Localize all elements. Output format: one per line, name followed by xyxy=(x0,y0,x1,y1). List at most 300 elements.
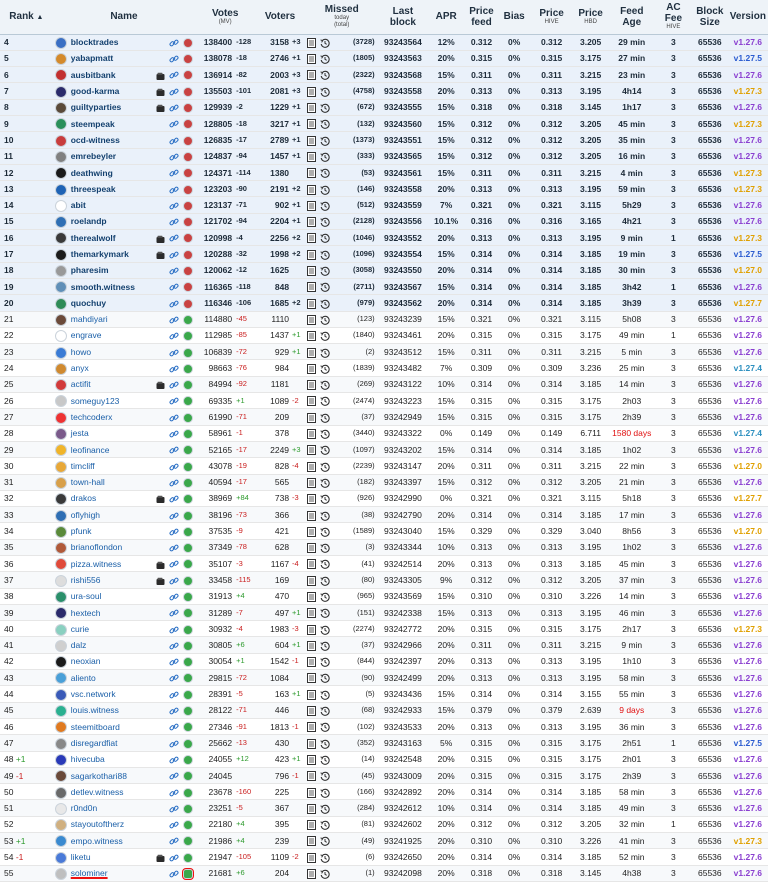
document-icon[interactable] xyxy=(305,441,319,457)
document-icon[interactable] xyxy=(305,458,319,474)
link-icon[interactable] xyxy=(167,816,182,832)
price-feed-value: 0.313 xyxy=(465,230,498,246)
document-icon[interactable] xyxy=(305,816,319,832)
vote-status-icon[interactable] xyxy=(181,474,195,490)
witness-name-link[interactable]: oflyhigh xyxy=(53,507,167,523)
document-icon[interactable] xyxy=(305,507,319,523)
vote-status-icon[interactable] xyxy=(181,670,195,686)
vote-status-icon[interactable] xyxy=(181,849,195,865)
link-icon[interactable] xyxy=(167,458,182,474)
vote-status-icon[interactable] xyxy=(181,164,195,180)
link-icon[interactable] xyxy=(167,653,182,669)
witness-name-link[interactable]: louis.witness xyxy=(53,702,167,718)
document-icon[interactable] xyxy=(305,425,319,441)
document-icon[interactable] xyxy=(305,148,319,164)
history-icon[interactable] xyxy=(319,784,333,800)
link-icon[interactable] xyxy=(167,376,182,392)
history-icon[interactable] xyxy=(319,865,333,881)
link-icon[interactable] xyxy=(167,409,182,425)
vote-status-icon[interactable] xyxy=(181,132,195,148)
vote-status-icon[interactable] xyxy=(181,376,195,392)
link-icon[interactable] xyxy=(167,784,182,800)
document-icon[interactable] xyxy=(305,376,319,392)
history-icon[interactable] xyxy=(319,458,333,474)
document-icon[interactable] xyxy=(305,670,319,686)
witness-name-link[interactable]: pizza.witness xyxy=(53,556,167,572)
vote-status-icon[interactable] xyxy=(181,425,195,441)
document-icon[interactable] xyxy=(305,621,319,637)
version-value: v1.27.3 xyxy=(728,833,768,849)
price-hive-value: 0.313 xyxy=(531,604,573,620)
vote-status-icon[interactable] xyxy=(181,523,195,539)
history-icon[interactable] xyxy=(319,539,333,555)
history-icon[interactable] xyxy=(319,441,333,457)
col-price-feed[interactable]: Price feed xyxy=(465,0,498,34)
col-votes[interactable]: Votes (MV) xyxy=(195,0,255,34)
witness-name-link[interactable]: empo.witness xyxy=(53,833,167,849)
link-icon[interactable] xyxy=(167,556,182,572)
history-icon[interactable] xyxy=(319,751,333,767)
witness-name-link[interactable]: liketu xyxy=(53,849,167,865)
document-icon[interactable] xyxy=(305,865,319,881)
witness-name-link[interactable]: anyx xyxy=(53,360,167,376)
link-icon[interactable] xyxy=(167,425,182,441)
witness-name-link[interactable]: pfunk xyxy=(53,523,167,539)
witness-name-link[interactable]: town-hall xyxy=(53,474,167,490)
history-icon[interactable] xyxy=(319,621,333,637)
col-price-hive[interactable]: Price HIVE xyxy=(531,0,573,34)
history-icon[interactable] xyxy=(319,800,333,816)
missed-value: (2274) xyxy=(332,621,378,637)
col-feed-age[interactable]: Feed Age xyxy=(609,0,655,34)
vote-status-icon[interactable] xyxy=(181,686,195,702)
witness-avatar xyxy=(55,624,67,636)
link-icon[interactable] xyxy=(167,833,182,849)
col-missed[interactable]: Missed today (total) xyxy=(305,0,379,34)
price-hbd-value: 3.226 xyxy=(573,588,609,604)
witness-name-link[interactable]: brianoflondon xyxy=(53,539,167,555)
document-icon[interactable] xyxy=(305,213,319,229)
col-last-block[interactable]: Last block xyxy=(379,0,428,34)
history-icon[interactable] xyxy=(319,833,333,849)
history-icon[interactable] xyxy=(319,409,333,425)
vote-status-icon[interactable] xyxy=(181,67,195,83)
document-icon[interactable] xyxy=(305,800,319,816)
witness-name-link[interactable]: ura-soul xyxy=(53,588,167,604)
link-icon[interactable] xyxy=(167,295,182,311)
history-icon[interactable] xyxy=(319,246,333,262)
vote-status-icon[interactable] xyxy=(181,278,195,294)
vote-status-icon[interactable] xyxy=(181,702,195,718)
link-icon[interactable] xyxy=(167,246,182,262)
history-icon[interactable] xyxy=(319,816,333,832)
history-icon[interactable] xyxy=(319,83,333,99)
vote-status-icon[interactable] xyxy=(181,213,195,229)
history-icon[interactable] xyxy=(319,262,333,278)
link-icon[interactable] xyxy=(167,507,182,523)
witness-name-link[interactable]: howo xyxy=(53,344,167,360)
witness-name-link[interactable]: hextech xyxy=(53,604,167,620)
witness-name-link[interactable]: yabapmatt xyxy=(53,50,167,66)
document-icon[interactable] xyxy=(305,539,319,555)
block-size-value: 65536 xyxy=(692,523,728,539)
history-icon[interactable] xyxy=(319,311,333,327)
link-icon[interactable] xyxy=(167,83,182,99)
link-icon[interactable] xyxy=(167,327,182,343)
link-icon[interactable] xyxy=(167,67,182,83)
document-icon[interactable] xyxy=(305,393,319,409)
col-ac-fee[interactable]: AC Fee HIVE xyxy=(655,0,692,34)
witness-name-link[interactable]: stayoutoftherz xyxy=(53,816,167,832)
document-icon[interactable] xyxy=(305,99,319,115)
link-icon[interactable] xyxy=(167,197,182,213)
witness-name-link[interactable]: disregardfiat xyxy=(53,735,167,751)
witness-name-link[interactable]: threespeak xyxy=(53,181,167,197)
link-icon[interactable] xyxy=(167,572,182,588)
vote-status-icon[interactable] xyxy=(181,735,195,751)
link-icon[interactable] xyxy=(167,702,182,718)
witness-name-link[interactable]: detlev.witness xyxy=(53,784,167,800)
price-hbd-value: 3.205 xyxy=(573,115,609,131)
votes-change: -72 xyxy=(233,344,255,360)
document-icon[interactable] xyxy=(305,67,319,83)
bias-value: 0% xyxy=(498,230,531,246)
link-icon[interactable] xyxy=(167,621,182,637)
witness-name-link[interactable]: abit xyxy=(53,197,167,213)
document-icon[interactable] xyxy=(305,344,319,360)
history-icon[interactable] xyxy=(319,702,333,718)
vote-status-icon[interactable] xyxy=(181,409,195,425)
history-icon[interactable] xyxy=(319,556,333,572)
link-icon[interactable] xyxy=(167,670,182,686)
col-voters[interactable]: Voters xyxy=(255,0,305,34)
document-icon[interactable] xyxy=(305,490,319,506)
witness-name-link[interactable]: drakos xyxy=(53,490,167,506)
col-version[interactable]: Version xyxy=(728,0,768,34)
document-icon[interactable] xyxy=(305,556,319,572)
link-icon[interactable] xyxy=(167,132,182,148)
document-icon[interactable] xyxy=(305,327,319,343)
link-icon[interactable] xyxy=(167,262,182,278)
document-icon[interactable] xyxy=(305,115,319,131)
col-apr[interactable]: APR xyxy=(427,0,465,34)
vote-status-icon[interactable] xyxy=(181,833,195,849)
link-icon[interactable] xyxy=(167,344,182,360)
link-icon[interactable] xyxy=(167,767,182,783)
witness-name-link[interactable]: good-karma xyxy=(53,83,167,99)
vote-status-icon[interactable] xyxy=(181,718,195,734)
history-icon[interactable] xyxy=(319,132,333,148)
link-icon[interactable] xyxy=(167,148,182,164)
document-icon[interactable] xyxy=(305,702,319,718)
witness-name-link[interactable]: deathwing xyxy=(53,164,167,180)
document-icon[interactable] xyxy=(305,767,319,783)
history-icon[interactable] xyxy=(319,572,333,588)
vote-status-icon[interactable] xyxy=(181,800,195,816)
link-icon[interactable] xyxy=(167,360,182,376)
history-icon[interactable] xyxy=(319,670,333,686)
vote-status-icon[interactable] xyxy=(181,115,195,131)
witness-name-link[interactable]: timcliff xyxy=(53,458,167,474)
document-icon[interactable] xyxy=(305,262,319,278)
document-icon[interactable] xyxy=(305,181,319,197)
vote-status-icon[interactable] xyxy=(181,572,195,588)
document-icon[interactable] xyxy=(305,849,319,865)
history-icon[interactable] xyxy=(319,588,333,604)
history-icon[interactable] xyxy=(319,507,333,523)
vote-status-icon[interactable] xyxy=(181,490,195,506)
votes-value: 31289 xyxy=(195,604,233,620)
block-size-value: 65536 xyxy=(692,604,728,620)
vote-status-icon[interactable] xyxy=(181,148,195,164)
witness-name-link[interactable]: leofinance xyxy=(53,441,167,457)
vote-status-icon[interactable] xyxy=(181,311,195,327)
history-icon[interactable] xyxy=(319,735,333,751)
vote-status-icon[interactable] xyxy=(181,344,195,360)
vote-status-icon[interactable] xyxy=(181,83,195,99)
voters-value: 1229 xyxy=(255,99,290,115)
witness-avatar xyxy=(55,118,67,130)
link-icon[interactable] xyxy=(167,50,182,66)
witness-name-link[interactable]: roelandp xyxy=(53,213,167,229)
link-icon[interactable] xyxy=(167,181,182,197)
document-icon[interactable] xyxy=(305,50,319,66)
document-icon[interactable] xyxy=(305,360,319,376)
witness-name-link[interactable]: steemitboard xyxy=(53,718,167,734)
vote-status-icon[interactable] xyxy=(181,393,195,409)
document-icon[interactable] xyxy=(305,246,319,262)
block-size-value: 65536 xyxy=(692,474,728,490)
link-icon[interactable] xyxy=(167,800,182,816)
col-bias[interactable]: Bias xyxy=(498,0,531,34)
history-icon[interactable] xyxy=(319,197,333,213)
vote-status-icon[interactable] xyxy=(181,327,195,343)
vote-status-icon[interactable] xyxy=(181,653,195,669)
link-icon[interactable] xyxy=(167,441,182,457)
vote-status-icon[interactable] xyxy=(181,784,195,800)
link-icon[interactable] xyxy=(167,523,182,539)
history-icon[interactable] xyxy=(319,181,333,197)
document-icon[interactable] xyxy=(305,132,319,148)
link-icon[interactable] xyxy=(167,637,182,653)
witness-name-link[interactable]: steempeak xyxy=(53,115,167,131)
history-icon[interactable] xyxy=(319,425,333,441)
link-icon[interactable] xyxy=(167,490,182,506)
witness-name-link[interactable]: engrave xyxy=(53,327,167,343)
vote-status-icon[interactable] xyxy=(181,50,195,66)
witness-name-link[interactable]: blocktrades xyxy=(53,34,167,50)
witness-name-link[interactable]: mahdiyari xyxy=(53,311,167,327)
vote-status-icon[interactable] xyxy=(181,360,195,376)
witness-name-link[interactable]: neoxian xyxy=(53,653,167,669)
vote-status-icon[interactable] xyxy=(181,816,195,832)
votes-value: 114880 xyxy=(195,311,233,327)
history-icon[interactable] xyxy=(319,344,333,360)
history-icon[interactable] xyxy=(319,99,333,115)
history-icon[interactable] xyxy=(319,490,333,506)
document-icon[interactable] xyxy=(305,686,319,702)
document-icon[interactable] xyxy=(305,833,319,849)
vote-status-icon[interactable] xyxy=(181,507,195,523)
link-icon[interactable] xyxy=(167,604,182,620)
history-icon[interactable] xyxy=(319,637,333,653)
vote-status-icon[interactable] xyxy=(181,588,195,604)
vote-status-icon[interactable] xyxy=(181,751,195,767)
missed-value: (146) xyxy=(332,181,378,197)
witness-name-link[interactable]: jesta xyxy=(53,425,167,441)
document-icon[interactable] xyxy=(305,572,319,588)
document-icon[interactable] xyxy=(305,230,319,246)
document-icon[interactable] xyxy=(305,34,319,50)
history-icon[interactable] xyxy=(319,230,333,246)
link-icon[interactable] xyxy=(167,849,182,865)
history-icon[interactable] xyxy=(319,295,333,311)
col-rank[interactable]: Rank ▲ xyxy=(0,0,53,34)
witness-name-link[interactable]: guiltyparties xyxy=(53,99,167,115)
link-icon[interactable] xyxy=(167,735,182,751)
vote-status-icon[interactable] xyxy=(181,99,195,115)
col-name[interactable]: Name xyxy=(53,0,195,34)
link-icon[interactable] xyxy=(167,539,182,555)
link-icon[interactable] xyxy=(167,751,182,767)
vote-status-icon[interactable] xyxy=(181,295,195,311)
history-icon[interactable] xyxy=(319,115,333,131)
link-icon[interactable] xyxy=(167,474,182,490)
witness-name-link[interactable]: dalz xyxy=(53,637,167,653)
document-icon[interactable] xyxy=(305,311,319,327)
vote-status-icon[interactable] xyxy=(181,230,195,246)
document-icon[interactable] xyxy=(305,523,319,539)
history-icon[interactable] xyxy=(319,67,333,83)
witness-name-link[interactable]: techcoderx xyxy=(53,409,167,425)
price-hive-value: 0.311 xyxy=(531,344,573,360)
link-icon[interactable] xyxy=(167,34,182,50)
witness-name-link[interactable]: themarkymark xyxy=(53,246,167,262)
history-icon[interactable] xyxy=(319,164,333,180)
vote-status-icon[interactable] xyxy=(181,262,195,278)
history-icon[interactable] xyxy=(319,327,333,343)
version-value: v1.27.3 xyxy=(728,621,768,637)
link-icon[interactable] xyxy=(167,164,182,180)
document-icon[interactable] xyxy=(305,751,319,767)
vote-status-icon[interactable] xyxy=(181,637,195,653)
witness-name-link[interactable]: someguy123 xyxy=(53,393,167,409)
witness-name-link[interactable]: hivecuba xyxy=(53,751,167,767)
vote-status-icon[interactable] xyxy=(181,767,195,783)
history-icon[interactable] xyxy=(319,50,333,66)
history-icon[interactable] xyxy=(319,213,333,229)
history-icon[interactable] xyxy=(319,523,333,539)
history-icon[interactable] xyxy=(319,360,333,376)
vote-status-icon[interactable] xyxy=(181,539,195,555)
witness-name-link[interactable]: ocd-witness xyxy=(53,132,167,148)
document-icon[interactable] xyxy=(305,474,319,490)
document-icon[interactable] xyxy=(305,637,319,653)
link-icon[interactable] xyxy=(167,278,182,294)
vote-status-icon[interactable] xyxy=(181,197,195,213)
link-icon[interactable] xyxy=(167,230,182,246)
document-icon[interactable] xyxy=(305,295,319,311)
document-icon[interactable] xyxy=(305,278,319,294)
witness-name-link[interactable]: pharesim xyxy=(53,262,167,278)
col-price-hbd[interactable]: Price HBD xyxy=(573,0,609,34)
history-icon[interactable] xyxy=(319,278,333,294)
history-icon[interactable] xyxy=(319,653,333,669)
vote-status-icon[interactable] xyxy=(181,34,195,50)
link-icon[interactable] xyxy=(167,686,182,702)
vote-status-icon[interactable] xyxy=(181,458,195,474)
vote-status-icon[interactable] xyxy=(181,865,195,881)
vote-status-icon[interactable] xyxy=(181,246,195,262)
block-size-value: 65536 xyxy=(692,115,728,131)
document-icon[interactable] xyxy=(305,164,319,180)
witness-name-link[interactable]: therealwolf xyxy=(53,230,167,246)
link-icon[interactable] xyxy=(167,865,182,881)
vote-status-icon[interactable] xyxy=(181,181,195,197)
witness-name-link[interactable]: ausbitbank xyxy=(53,67,167,83)
col-block-size[interactable]: Block Size xyxy=(692,0,728,34)
document-icon[interactable] xyxy=(305,784,319,800)
witness-name-link[interactable]: rishi556 xyxy=(53,572,167,588)
witness-name-link[interactable]: aliento xyxy=(53,670,167,686)
vote-status-icon[interactable] xyxy=(181,556,195,572)
history-icon[interactable] xyxy=(319,718,333,734)
link-icon[interactable] xyxy=(167,115,182,131)
vote-status-icon[interactable] xyxy=(181,604,195,620)
link-icon[interactable] xyxy=(167,393,182,409)
link-icon[interactable] xyxy=(167,588,182,604)
witness-name-link[interactable]: curie xyxy=(53,621,167,637)
history-icon[interactable] xyxy=(319,148,333,164)
document-icon[interactable] xyxy=(305,718,319,734)
vote-status-icon[interactable] xyxy=(181,441,195,457)
history-icon[interactable] xyxy=(319,604,333,620)
document-icon[interactable] xyxy=(305,735,319,751)
vote-status-icon[interactable] xyxy=(181,621,195,637)
document-icon[interactable] xyxy=(305,83,319,99)
witness-name-link[interactable]: sagarkothari88 xyxy=(53,767,167,783)
votes-change: +12 xyxy=(233,751,255,767)
link-icon[interactable] xyxy=(167,213,182,229)
history-icon[interactable] xyxy=(319,474,333,490)
document-icon[interactable] xyxy=(305,653,319,669)
document-icon[interactable] xyxy=(305,588,319,604)
history-icon[interactable] xyxy=(319,767,333,783)
witness-name-link[interactable]: vsc.network xyxy=(53,686,167,702)
document-icon[interactable] xyxy=(305,197,319,213)
witness-name-link[interactable]: solominer xyxy=(53,865,167,881)
price-hbd-value: 3.040 xyxy=(573,523,609,539)
document-icon[interactable] xyxy=(305,604,319,620)
price-feed-value: 0.321 xyxy=(465,490,498,506)
witness-name-link[interactable]: actifit xyxy=(53,376,167,392)
witness-name-link[interactable]: smooth.witness xyxy=(53,278,167,294)
history-icon[interactable] xyxy=(319,849,333,865)
history-icon[interactable] xyxy=(319,686,333,702)
history-icon[interactable] xyxy=(319,34,333,50)
price-feed-value: 0.312 xyxy=(465,34,498,50)
link-icon[interactable] xyxy=(167,718,182,734)
link-icon[interactable] xyxy=(167,311,182,327)
document-icon[interactable] xyxy=(305,409,319,425)
witness-name-link[interactable]: quochuy xyxy=(53,295,167,311)
witness-name-link[interactable]: r0nd0n xyxy=(53,800,167,816)
history-icon[interactable] xyxy=(319,393,333,409)
link-icon[interactable] xyxy=(167,99,182,115)
witness-name-link[interactable]: emrebeyler xyxy=(53,148,167,164)
bias-value: 0% xyxy=(498,99,531,115)
history-icon[interactable] xyxy=(319,376,333,392)
